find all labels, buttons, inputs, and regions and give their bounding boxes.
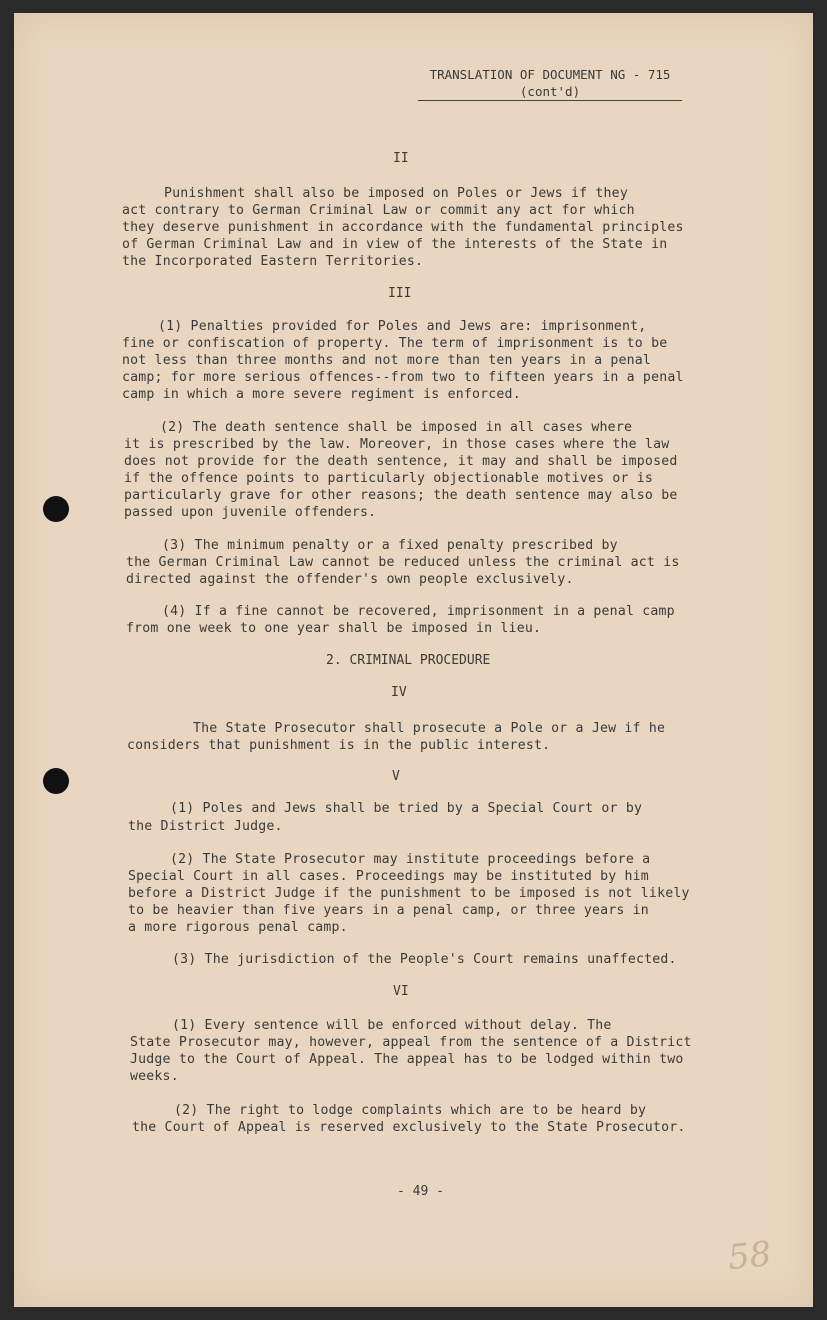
text-line: (2) The State Prosecutor may institute proceedings before a [170, 852, 651, 867]
section-heading-II: II [393, 151, 409, 166]
text-line: to be heavier than five years in a penal camp, or three years in [128, 903, 649, 918]
text-line: (3) The minimum penalty or a fixed penalty prescribed by [162, 538, 618, 553]
text-line: directed against the offender's own people exclusively. [126, 572, 574, 587]
text-line: considers that punishment is in the public interest. [127, 738, 551, 753]
text-line: of German Criminal Law and in view of the interests of the State in [122, 237, 668, 252]
page-number: - 49 - [397, 1184, 444, 1199]
text-line: (3) The jurisdiction of the People's Court remains unaffected. [172, 952, 677, 967]
section-heading-IV: IV [391, 685, 407, 700]
text-line: before a District Judge if the punishment to be imposed is not likely [128, 886, 690, 901]
text-line: (1) Poles and Jews shall be tried by a Special Court or by [170, 801, 643, 816]
text-line: fine or confiscation of property. The term of imprisonment is to be [122, 336, 668, 351]
text-line: the District Judge. [128, 819, 283, 834]
section-heading-III: III [388, 286, 412, 301]
header-title: TRANSLATION OF DOCUMENT NG - 715 [429, 67, 671, 82]
text-line: the German Criminal Law cannot be reduced unless the criminal act is [126, 555, 680, 570]
text-line: (2) The right to lodge complaints which are to be heard by [174, 1103, 647, 1118]
text-line: Punishment shall also be imposed on Poles or Jews if they [164, 186, 628, 201]
document-header [418, 66, 682, 101]
text-line: (4) If a fine cannot be recovered, imprisonment in a penal camp [162, 604, 675, 619]
text-line: from one week to one year shall be imposed in lieu. [126, 621, 542, 636]
text-line: they deserve punishment in accordance with the fundamental principles [122, 220, 684, 235]
text-line: Judge to the Court of Appeal. The appeal has to be lodged within two [130, 1052, 684, 1067]
text-line: it is prescribed by the law. Moreover, in those cases where the law [124, 437, 670, 452]
text-line: weeks. [130, 1069, 179, 1084]
text-line: (2) The death sentence shall be imposed in all cases where [160, 420, 633, 435]
text-line: (1) Penalties provided for Poles and Jews are: imprisonment, [158, 319, 647, 334]
text-line: particularly grave for other reasons; the death sentence may also be [124, 488, 678, 503]
header-rule [418, 100, 682, 101]
text-line: camp; for more serious offences--from two to fifteen years in a penal [122, 370, 684, 385]
text-line: State Prosecutor may, however, appeal from the sentence of a District [130, 1035, 692, 1050]
section-heading-VI: VI [393, 984, 409, 999]
text-line: (1) Every sentence will be enforced without delay. The [172, 1018, 612, 1033]
text-line: not less than three months and not more than ten years in a penal [122, 353, 652, 368]
text-line: if the offence points to particularly objectionable motives or is [124, 471, 654, 486]
punch-hole [43, 496, 69, 522]
text-line: the Court of Appeal is reserved exclusively to the State Prosecutor. [132, 1120, 686, 1135]
text-line: the Incorporated Eastern Territories. [122, 254, 424, 269]
text-line: camp in which a more severe regiment is enforced. [122, 387, 521, 402]
handwritten-page-number: 58 [726, 1233, 774, 1279]
text-line: a more rigorous penal camp. [128, 920, 348, 935]
text-line: passed upon juvenile offenders. [124, 505, 377, 520]
text-line: Special Court in all cases. Proceedings may be instituted by him [128, 869, 649, 884]
text-line: The State Prosecutor shall prosecute a Pole or a Jew if he [193, 721, 666, 736]
subsection-title: 2. CRIMINAL PROCEDURE [326, 653, 491, 668]
text-line: does not provide for the death sentence, it may and shall be imposed [124, 454, 678, 469]
header-subtitle: (cont'd) [519, 84, 581, 99]
text-line: act contrary to German Criminal Law or commit any act for which [122, 203, 635, 218]
section-heading-V: V [392, 769, 400, 784]
punch-hole [43, 768, 69, 794]
